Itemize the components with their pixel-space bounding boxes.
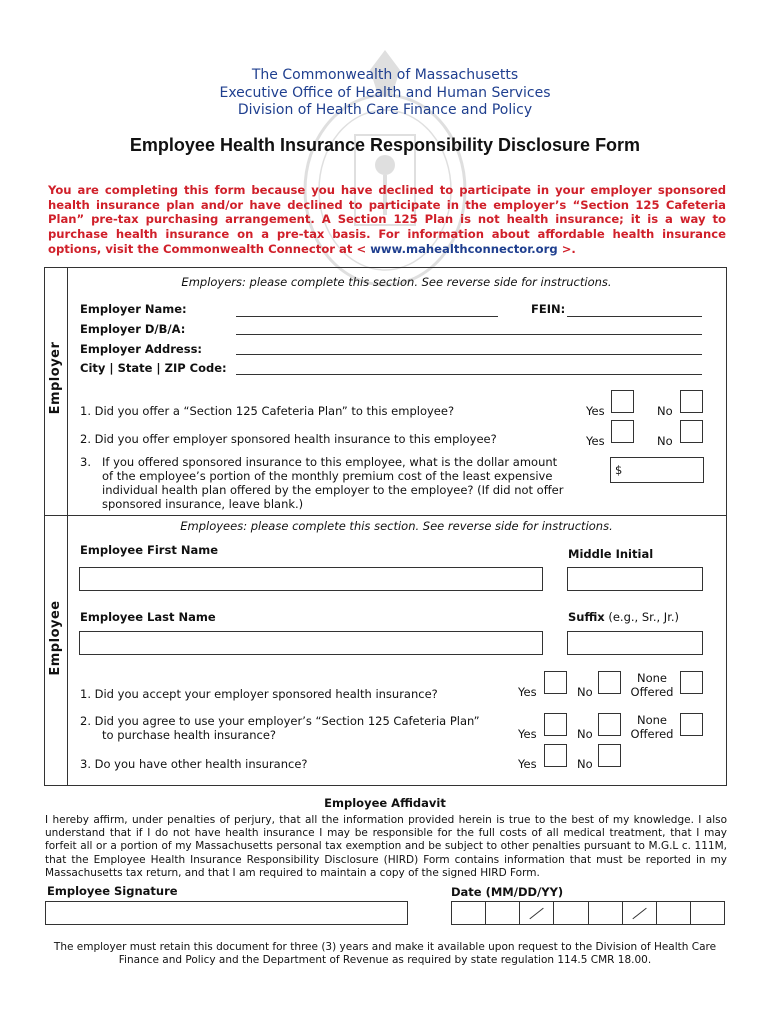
employee-q2-yes-label: Yes (518, 727, 537, 741)
employee-question-2-line1: 2. Did you agree to use your employer’s “Section 125 Cafeteria Plan” (80, 714, 480, 728)
notice-text: You are completing this form because you have declined to participate in your employer sponsored health insurance plan and/or have declined to participate in the employer’s “Section 125 Cafeteria Plan” pre-tax purchasing arrangement. A Section 125 Plan is not health insurance; it is a way to purchase health insurance on a pre-tax basis. For information about affordable health insurance options, visit the Commonwealth Connector at < (48, 183, 726, 256)
employer-q2-no-label: No (657, 434, 673, 448)
fein-label: FEIN: (531, 302, 566, 316)
employer-question-1: 1. Did you offer a “Section 125 Cafeteria Plan” to this employee? (80, 404, 455, 418)
middle-initial-label: Middle Initial (568, 547, 654, 561)
employee-q3-yes-label: Yes (518, 757, 537, 771)
agency-line-1: The Commonwealth of Massachusetts (251, 67, 519, 83)
last-name-field[interactable] (79, 631, 543, 655)
employee-q2-yes-checkbox[interactable] (544, 713, 567, 736)
none-label-line1: None (636, 671, 667, 685)
agency-line-3: Division of Health Care Finance and Policy (237, 102, 533, 118)
affidavit-title: Employee Affidavit (324, 796, 446, 810)
employer-q1-no-label: No (657, 404, 673, 418)
employee-q2-no-label: No (577, 727, 593, 741)
section-divider (44, 515, 726, 516)
employer-question-2: 2. Did you offer employer sponsored health insurance to this employee? (80, 432, 497, 446)
date-slash-1 (520, 902, 554, 924)
employee-q1-no-label: No (577, 685, 593, 699)
employer-side-label: Employer (48, 341, 63, 415)
premium-amount-field[interactable] (610, 457, 704, 483)
retention-footer (40, 941, 730, 967)
employee-q3-no-label: No (577, 757, 593, 771)
signature-field[interactable] (45, 901, 408, 925)
employee-question-3: 3. Do you have other health insurance? (80, 757, 308, 771)
employer-q1-yes-checkbox[interactable] (611, 390, 634, 413)
form-title: Employee Health Insurance Responsibility Disclosure Form (129, 135, 641, 155)
employer-name-field[interactable] (236, 316, 498, 317)
date-digit-y2[interactable] (691, 902, 724, 924)
middle-initial-field[interactable] (567, 567, 703, 591)
employer-dba-field[interactable] (236, 334, 702, 335)
date-digit-m1[interactable] (452, 902, 486, 924)
fein-field[interactable] (567, 316, 702, 317)
employer-q2-yes-checkbox[interactable] (611, 420, 634, 443)
city-state-zip-field[interactable] (236, 374, 702, 375)
suffix-label: Suffix (568, 610, 605, 624)
employer-dba-label: Employer D/B/A: (80, 322, 186, 336)
employee-q3-no-checkbox[interactable] (598, 744, 621, 767)
employer-address-label: Employer Address: (80, 342, 203, 356)
date-slash-2 (623, 902, 657, 924)
employer-q1-no-checkbox[interactable] (680, 390, 703, 413)
none-label-line2: Offered (630, 727, 674, 741)
employee-q1-no-checkbox[interactable] (598, 671, 621, 694)
employee-q1-none-offered-label (630, 671, 674, 699)
agency-line-2: Executive Office of Health and Human Services (219, 85, 551, 101)
employee-q2-none-offered-label (630, 713, 674, 741)
none-label-line2: Offered (630, 685, 674, 699)
signature-label: Employee Signature (47, 884, 178, 898)
employee-instructions: Employees: please complete this section. See reverse side for instructions. (180, 519, 613, 533)
date-field[interactable] (451, 901, 725, 925)
employee-q1-yes-checkbox[interactable] (544, 671, 567, 694)
employee-q1-none-offered-checkbox[interactable] (680, 671, 703, 694)
footer-line-1: The employer must retain this document for three (3) years and make it available upon request to the Division of Health Care (53, 941, 717, 953)
employee-q2-none-offered-checkbox[interactable] (680, 713, 703, 736)
employer-name-label: Employer Name: (80, 302, 187, 316)
date-digit-m2[interactable] (486, 902, 520, 924)
first-name-field[interactable] (79, 567, 543, 591)
employee-q2-no-checkbox[interactable] (598, 713, 621, 736)
last-name-label: Employee Last Name (80, 610, 216, 624)
dollar-sign: $ (615, 463, 623, 477)
date-digit-y1[interactable] (657, 902, 691, 924)
date-digit-d1[interactable] (554, 902, 588, 924)
employer-instructions: Employers: please complete this section. See reverse side for instructions. (181, 275, 612, 289)
suffix-hint: (e.g., Sr., Jr.) (604, 610, 680, 624)
affidavit-text: I hereby affirm, under penalties of perjury, that all the information provided herein is true to the best of my knowledge. I also understand that if I do not have health insurance I may be responsible for the full costs of all medical treatment, that I may forfeit all or a portion of my Massachusetts personal tax exemption and be subject to other penalties pursuant to M.G.L c. 111M, that the Employee Health Insurance Responsibility Disclosure (HIRD) Form contains information that must be reported in my Massachusetts tax return, and that I am required to maintain a copy of the signed HIRD Form. (45, 814, 727, 879)
employer-address-field[interactable] (236, 354, 702, 355)
none-label-line1: None (636, 713, 667, 727)
employee-question-2-line2: to purchase health insurance? (102, 728, 277, 742)
suffix-label-group (568, 610, 679, 624)
city-state-zip-label: City | State | ZIP Code: (80, 361, 227, 375)
first-name-label: Employee First Name (80, 543, 218, 557)
employer-question-3: If you offered sponsored insurance to this employee, what is the dollar amount of the employee’s portion of the monthly premium cost of the least expensive individual health plan offered by the employer to the employee? (If did not offer sponsored insurance, leave blank.) (102, 455, 564, 511)
notice-paragraph (48, 183, 726, 257)
footer-line-2: Finance and Policy and the Department of Revenue as required by state regulation 114.5 CMR 18.00. (118, 954, 652, 966)
employee-q3-yes-checkbox[interactable] (544, 744, 567, 767)
date-digit-d2[interactable] (589, 902, 623, 924)
employer-question-3-number: 3. (80, 455, 91, 469)
employee-side-label: Employee (48, 600, 63, 676)
employer-q1-yes-label: Yes (586, 404, 605, 418)
connector-link[interactable]: www.mahealthconnector.org (370, 241, 558, 256)
employee-q1-yes-label: Yes (518, 685, 537, 699)
employer-q2-no-checkbox[interactable] (680, 420, 703, 443)
notice-end: >. (557, 241, 576, 256)
employer-q2-yes-label: Yes (586, 434, 605, 448)
suffix-field[interactable] (567, 631, 703, 655)
employee-question-1: 1. Did you accept your employer sponsored health insurance? (80, 687, 438, 701)
date-label: Date (MM/DD/YY) (451, 885, 564, 899)
